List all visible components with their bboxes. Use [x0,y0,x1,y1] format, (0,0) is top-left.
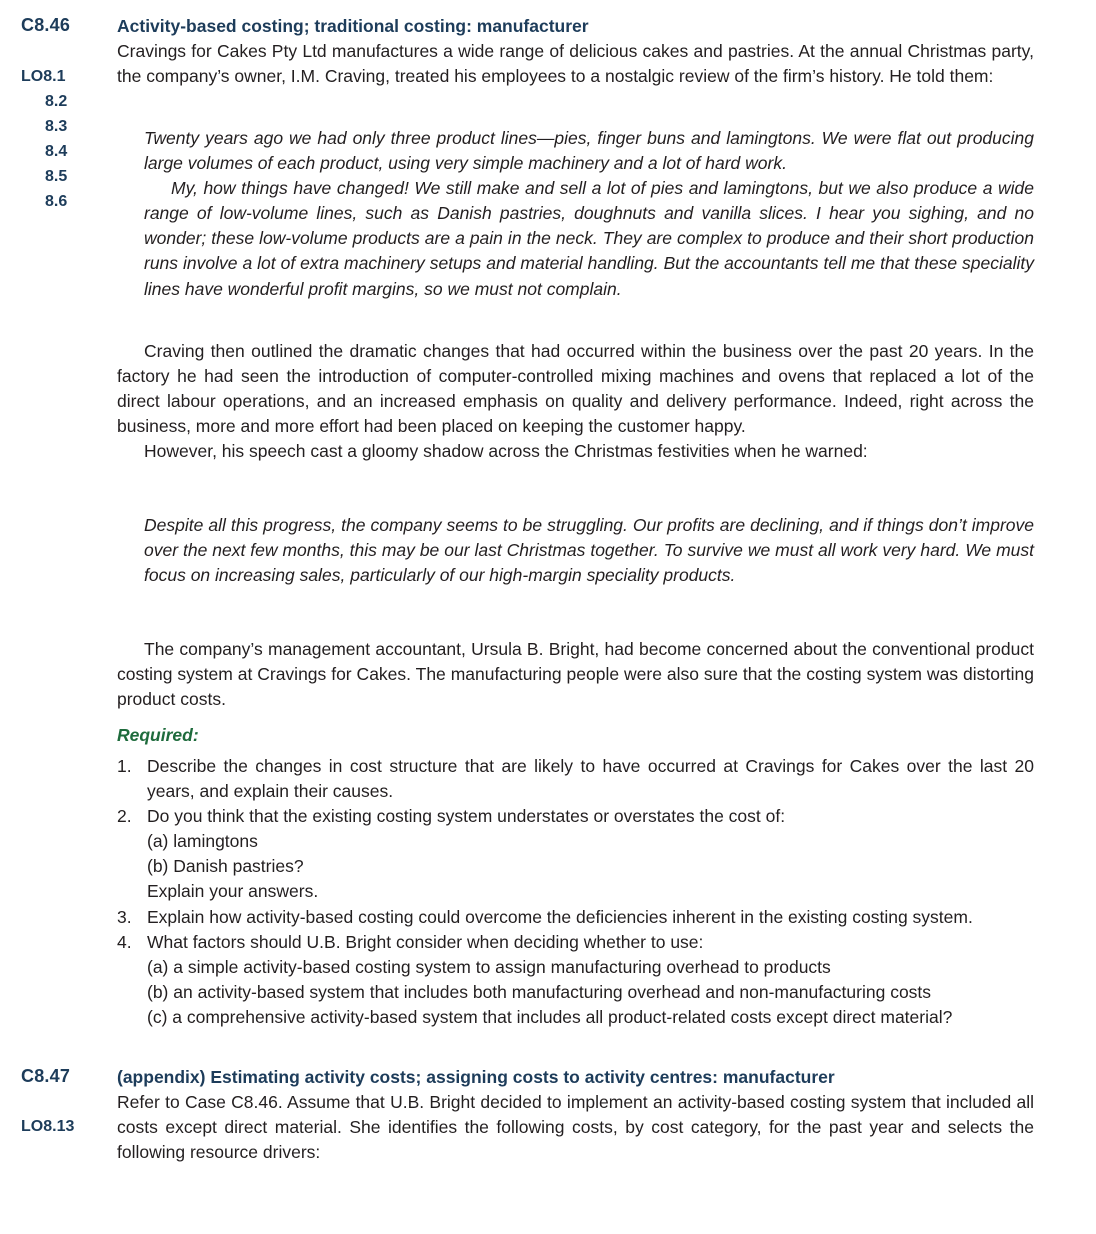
question-item [117,930,1034,1030]
quote-paragraph: Despite all this progress, the company seems to be struggling. Our profits are declining, and if things don’t improve over the next few months, this may be our last Christmas together. To survive we must all work very hard. We must focus on increasing sales, particularly of our high-margin speciality products. [144,515,1034,586]
question-item [117,905,1034,930]
question-item [117,804,1034,904]
lo-item: LO8.1 [21,68,66,85]
lo-item: 8.6 [45,193,68,210]
questions-list [117,754,1034,1030]
question-subitem: (a) a simple activity-based costing system to assign manufacturing overhead to products [147,956,831,977]
case-c8-47-body [117,1065,1034,1165]
question-text: What factors should U.B. Bright consider when deciding whether to use: [147,931,704,952]
case-title: Activity-based costing; traditional costing: manufacturer [117,16,589,36]
question-item [117,754,1034,804]
quote-block-1 [117,126,1034,302]
case-code-c8-46: C8.46 [21,15,71,35]
question-text: Do you think that the existing costing system understates or overstates the cost of: [147,806,786,827]
lo-item: LO8.13 [21,1118,75,1135]
case-c8-46-body [117,14,1034,89]
quote-paragraph: Twenty years ago we had only three product lines—pies, finger buns and lamingtons. We were flat out producing large volumes of each product, using very simple machinery and a lot of hard work. [144,128,1034,174]
question-subitem: (b) an activity-based system that includes both manufacturing overhead and non-manufacturing costs [147,981,932,1002]
quote-block-2 [117,513,1034,588]
question-text: Explain how activity-based costing could overcome the deficiencies inherent in the existing costing system. [147,906,973,927]
lo-item: 8.4 [45,143,68,160]
required-section [117,723,1034,748]
question-text: Describe the changes in cost structure that are likely to have occurred at Cravings for Cakes over the last 20 years, and explain their causes. [147,756,1034,802]
lo-item: 8.2 [45,93,68,110]
narrative-block [117,339,1034,464]
question-number: 3. [117,906,132,927]
case-code-c8-47: C8.47 [21,1066,71,1086]
lo-item: 8.3 [45,118,68,135]
body-paragraph: However, his speech cast a gloomy shadow across the Christmas festivities when he warned: [144,441,868,462]
question-number: 2. [117,806,132,827]
required-label: Required: [117,725,199,745]
accountant-block [117,637,1034,712]
quote-paragraph: My, how things have changed! We still make and sell a lot of pies and lamingtons, but we also produce a wide range of low-volume lines, such as Danish pastries, doughnuts and vanilla slices. I hear you sighing, and no wonder; these low-volume products are a pain in the neck. They are complex to produce and their short production runs involve a lot of extra machinery setups and material handling. But the accountants tell me that these speciality lines have wonderful profit margins, so we must not complain. [144,178,1034,299]
question-subitem: (a) lamingtons [147,831,258,852]
question-number: 4. [117,931,132,952]
body-paragraph: Craving then outlined the dramatic changes that had occurred within the business over the past 20 years. In the factory he had seen the introduction of computer-controlled mixing machines and ovens that replaced a lot of the direct labour operations, and an increased emphasis on quality and delivery performance. Indeed, right across the business, more and more effort had been placed on keeping the customer happy. [117,341,1034,437]
question-subitem: Explain your answers. [147,881,319,902]
learning-objectives-c8-47 [21,1114,74,1139]
lo-item: 8.5 [45,168,68,185]
learning-objectives-c8-46 [21,64,67,214]
intro-paragraph: Cravings for Cakes Pty Ltd manufactures a wide range of delicious cakes and pastries. At the annual Christmas party, the company’s owner, I.M. Craving, treated his employees to a nostalgic review of the firm’s history. He told them: [117,41,1034,87]
body-paragraph: The company’s management accountant, Ursula B. Bright, had become concerned about the conventional product costing system at Cravings for Cakes. The manufacturing people were also sure that the costing system was distorting product costs. [117,639,1034,710]
question-subitem: (b) Danish pastries? [147,856,304,877]
question-number: 1. [117,756,132,776]
intro-paragraph: Refer to Case C8.46. Assume that U.B. Bright decided to implement an activity-based costing system that included all costs except direct material. She identifies the following costs, by cost category, for the past year and selects the following resource drivers: [117,1092,1034,1163]
case-title: (appendix) Estimating activity costs; assigning costs to activity centres: manufacturer [117,1067,835,1087]
question-subitem: (c) a comprehensive activity-based system that includes all product-related costs except direct material? [147,1006,953,1027]
